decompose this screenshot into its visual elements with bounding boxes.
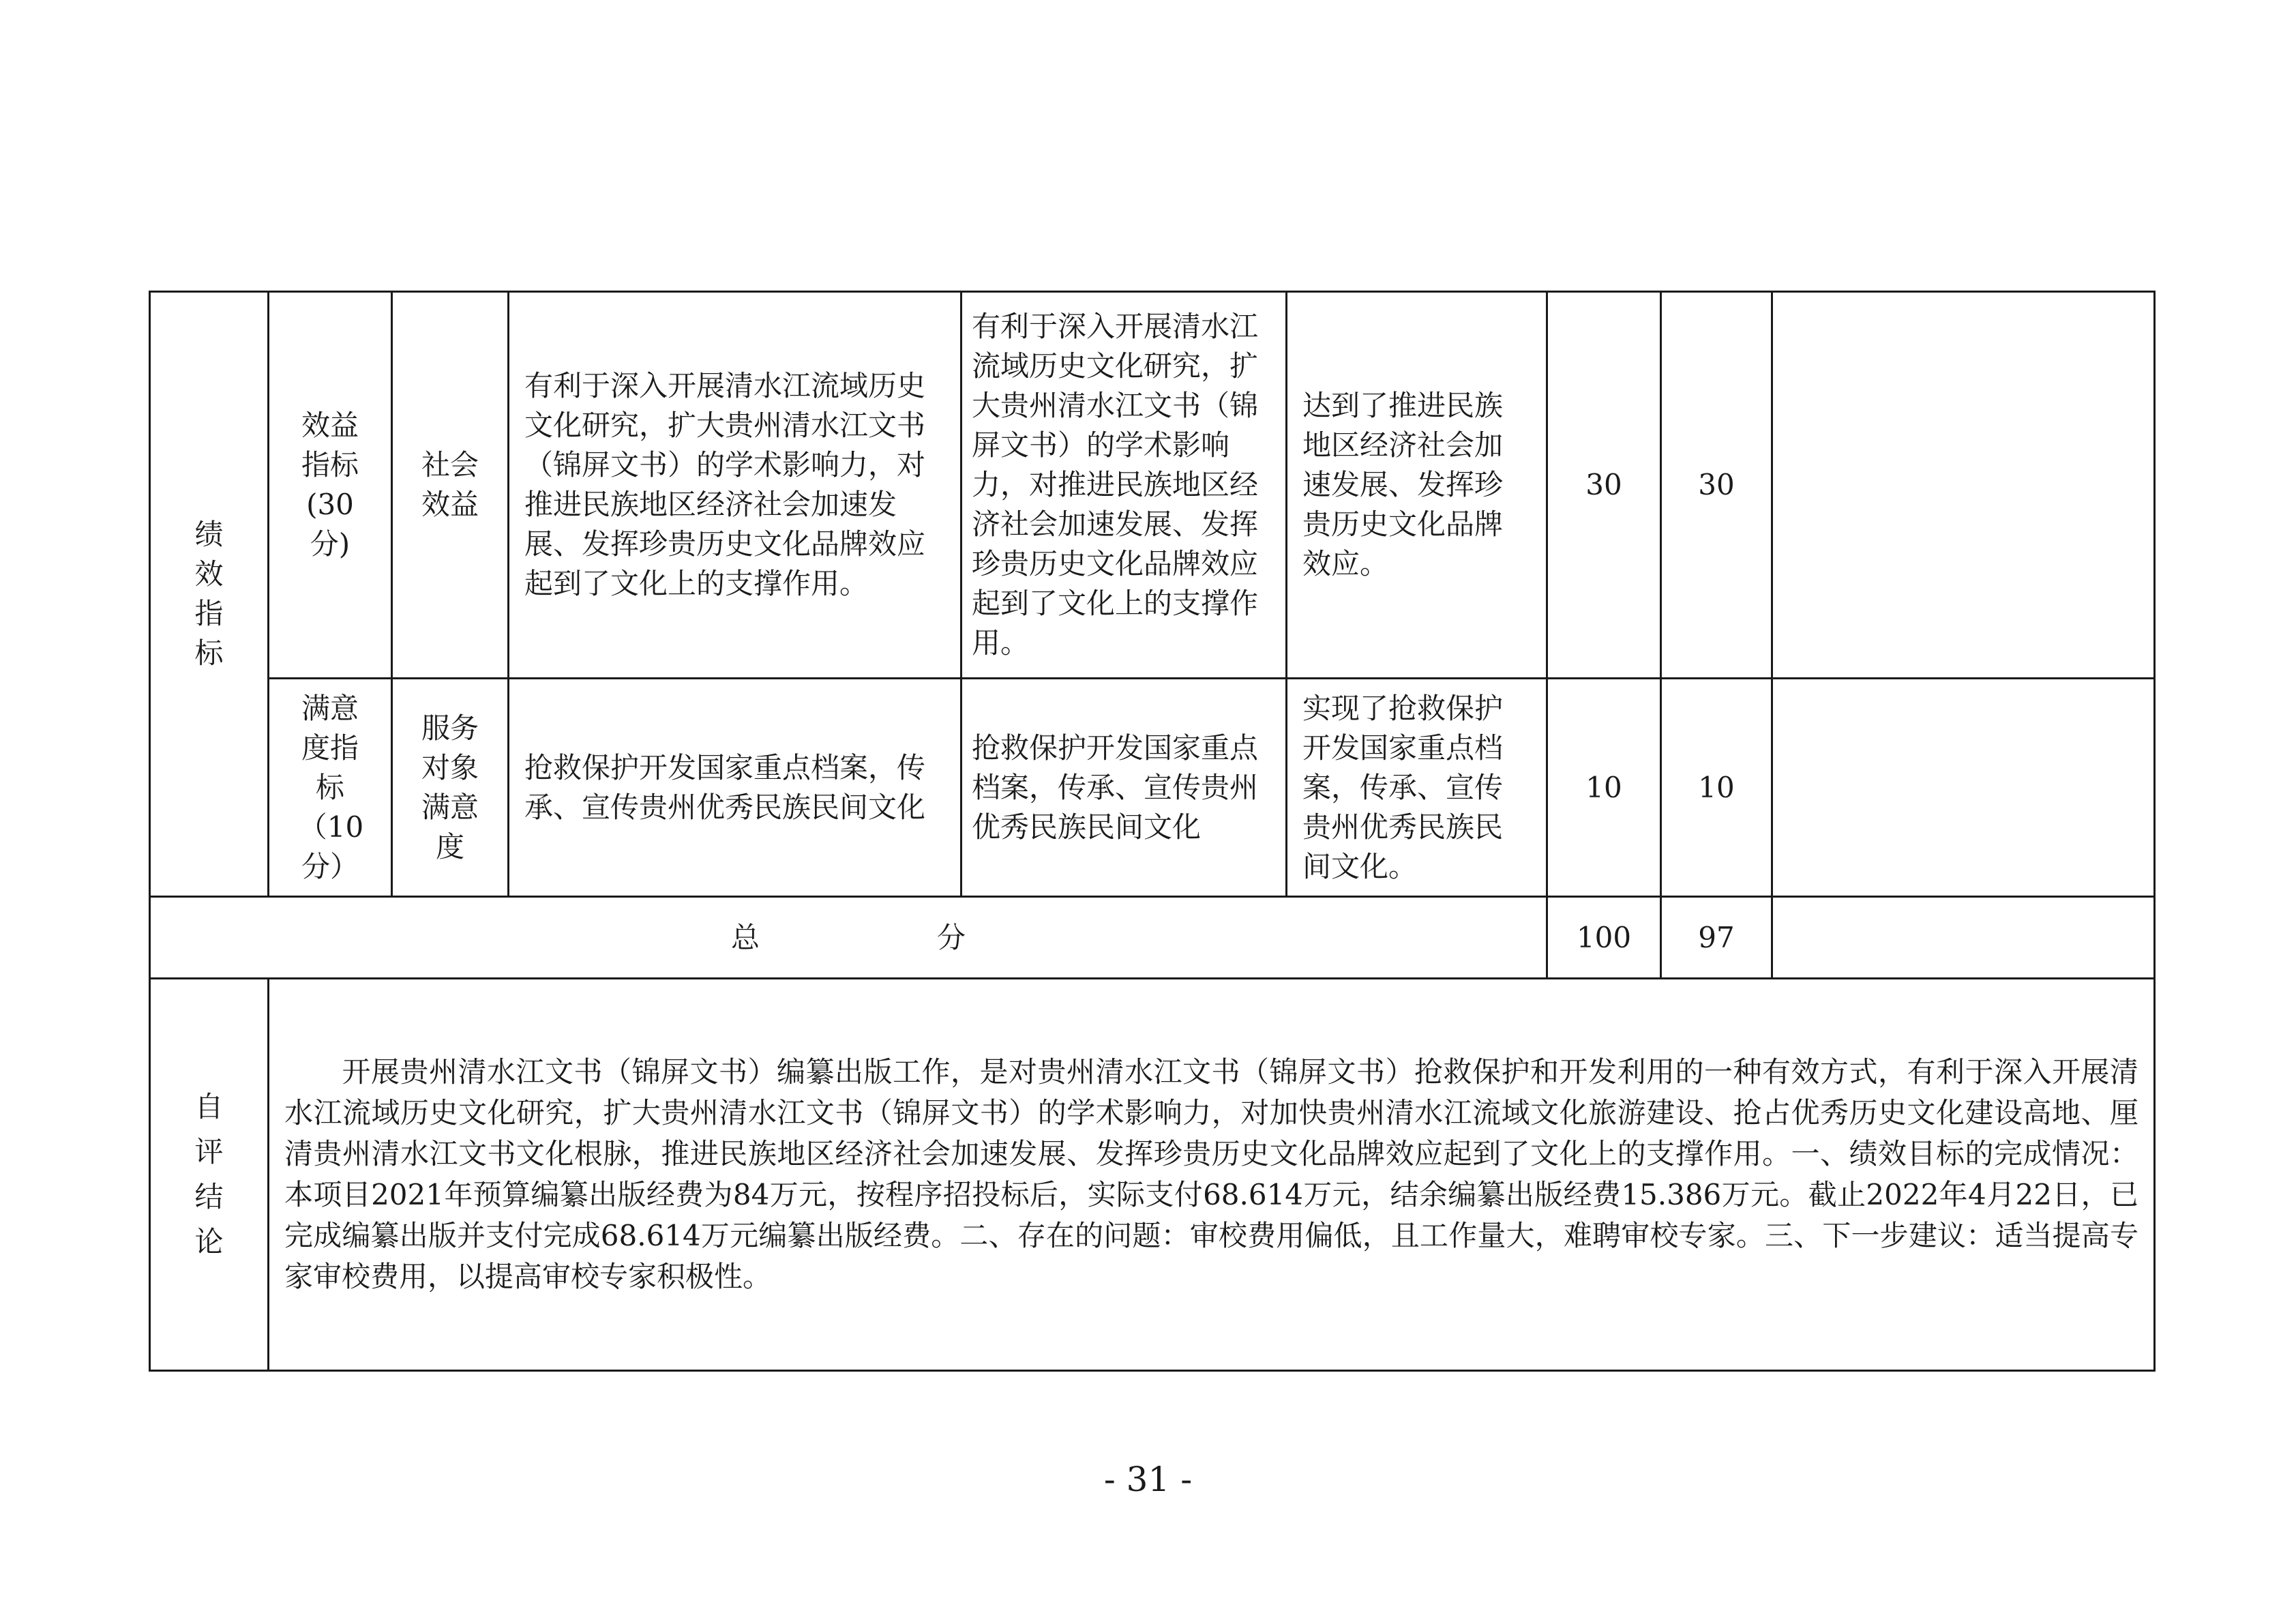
evaluation-text: 达到了推进民族地区经济社会加速发展、发挥珍贵历史文化品牌效应。 bbox=[1302, 389, 1504, 580]
total-remark-cell bbox=[1772, 897, 2155, 979]
target-cell bbox=[509, 679, 961, 897]
score-value: 30 bbox=[1698, 468, 1735, 501]
section-label: 绩效指标 bbox=[194, 518, 224, 670]
actual-cell bbox=[961, 679, 1287, 897]
section-label-cell bbox=[150, 292, 269, 897]
page-number: - 31 - bbox=[1103, 1460, 1193, 1499]
weight-value: 30 bbox=[1585, 468, 1622, 501]
evaluation-text: 实现了抢救保护开发国家重点档案，传承、宣传贵州优秀民族民间文化。 bbox=[1302, 691, 1504, 883]
score-value: 10 bbox=[1698, 770, 1735, 804]
actual-cell bbox=[961, 292, 1287, 679]
category-cell bbox=[269, 679, 392, 897]
total-weight-value: 100 bbox=[1576, 920, 1632, 954]
total-label-2: 分 bbox=[937, 920, 966, 954]
total-label-1: 总 bbox=[730, 920, 760, 954]
conclusion-text-cell bbox=[269, 979, 2155, 1371]
total-row bbox=[150, 897, 2155, 979]
conclusion-row bbox=[150, 979, 2155, 1371]
remark-cell bbox=[1772, 292, 2155, 679]
category-label: 效益指标(30分) bbox=[301, 409, 359, 561]
sub-category-label: 服务对象满意度 bbox=[421, 711, 479, 863]
total-label-cell bbox=[150, 897, 1547, 979]
actual-text: 有利于深入开展清水江流域历史文化研究，扩大贵州清水江文书（锦屏文书）的学术影响力，对推进民族地区经济社会加速发展、发挥珍贵历史文化品牌效应起到了文化上的支撑作用。 bbox=[972, 310, 1259, 660]
weight-value: 10 bbox=[1585, 770, 1622, 804]
weight-cell bbox=[1547, 292, 1661, 679]
total-score-cell bbox=[1661, 897, 1772, 979]
table-row bbox=[150, 292, 2155, 679]
category-cell bbox=[269, 292, 392, 679]
category-label: 满意度指标（10分） bbox=[298, 691, 364, 883]
conclusion-label-cell bbox=[150, 979, 269, 1371]
remark-cell bbox=[1772, 679, 2155, 897]
evaluation-cell bbox=[1287, 679, 1547, 897]
actual-text: 抢救保护开发国家重点档案，传承、宣传贵州优秀民族民间文化 bbox=[972, 730, 1259, 844]
table-row bbox=[150, 679, 2155, 897]
score-cell bbox=[1661, 292, 1772, 679]
weight-cell bbox=[1547, 679, 1661, 897]
sub-category-cell bbox=[392, 679, 509, 897]
conclusion-text: 开展贵州清水江文书（锦屏文书）编纂出版工作，是对贵州清水江文书（锦屏文书）抢救保护和开发利用的一种有效方式，有利于深入开展清水江流域历史文化研究，扩大贵州清水江文书（锦屏文书）的学术影响力，对加快贵州清水江流域文化旅游建设、抢占优秀历史文化建设高地、厘清贵州清水江文书文化根脉，推进民族地区经济社会加速发展、发挥珍贵历史文化品牌效应起到了文化上的支撑作用。一、绩效目标的完成情况：本项目2021年预算编纂出版经费为84万元，按程序招投标后，实际支付68.614万元，结余编纂出版经费15.386万元。截止2022年4月22日，已完成编纂出版并支付完成68.614万元编纂出版经费。二、存在的问题：审校费用偏低，且工作量大，难聘审校专家。三、下一步建议：适当提高专家审校费用，以提高审校专家积极性。 bbox=[284, 1055, 2138, 1293]
conclusion-label: 自评结论 bbox=[194, 1090, 224, 1258]
evaluation-cell bbox=[1287, 292, 1547, 679]
total-score-value: 97 bbox=[1698, 920, 1735, 954]
score-cell bbox=[1661, 679, 1772, 897]
sub-category-label: 社会效益 bbox=[421, 448, 479, 521]
target-text: 抢救保护开发国家重点档案，传承、宣传贵州优秀民族民间文化 bbox=[524, 750, 926, 824]
target-text: 有利于深入开展清水江流域历史文化研究，扩大贵州清水江文书（锦屏文书）的学术影响力，对推进民族地区经济社会加速发展、发挥珍贵历史文化品牌效应起到了文化上的支撑作用。 bbox=[524, 369, 926, 600]
sub-category-cell bbox=[392, 292, 509, 679]
total-weight-cell bbox=[1547, 897, 1661, 979]
performance-table bbox=[149, 291, 2156, 1372]
target-cell bbox=[509, 292, 961, 679]
